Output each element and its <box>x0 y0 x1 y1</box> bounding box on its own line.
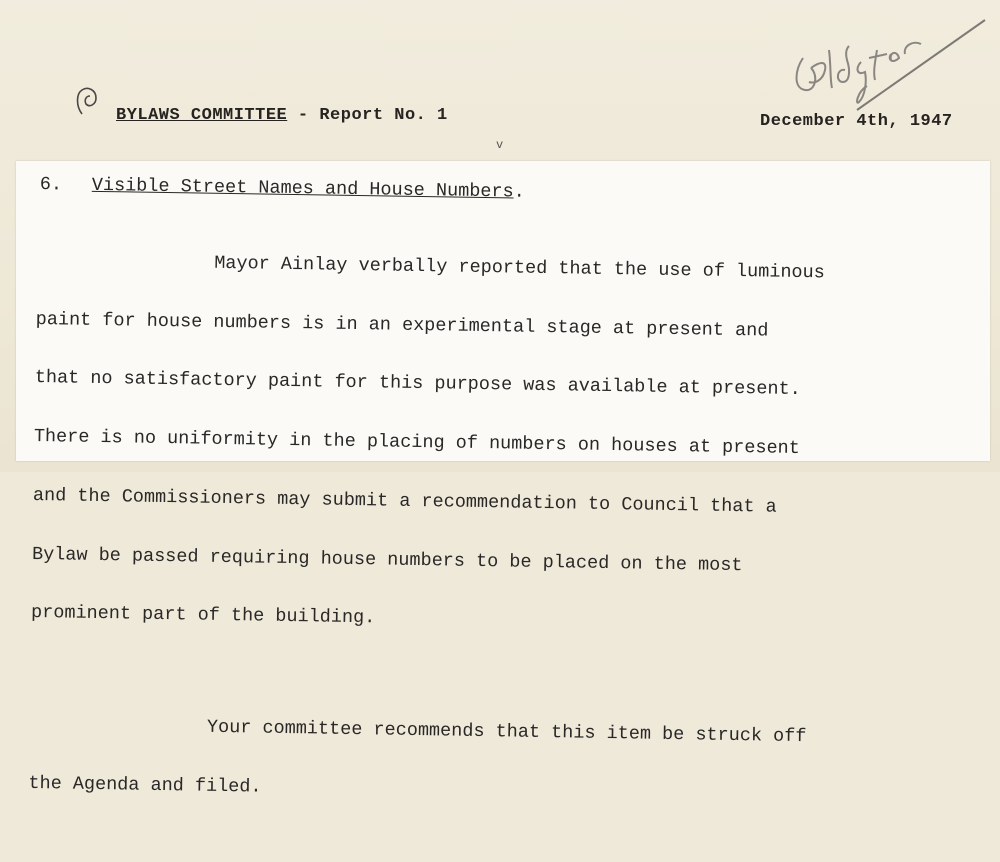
report-number: - Report No. 1 <box>287 106 448 125</box>
text-line: the Agenda and filed. <box>28 773 262 798</box>
item-number: 6. <box>39 174 63 196</box>
text-line: prominent part of the building. <box>30 602 376 629</box>
paragraph-report <box>30 212 977 677</box>
text-line: and the Commissioners may submit a recommendation to Council that a <box>32 484 777 518</box>
clipping-text <box>27 175 977 862</box>
committee-name: BYLAWS COMMITTEE <box>116 106 288 125</box>
paperclip-mark-icon <box>74 86 100 116</box>
item-title: Visible Street Names and House Numbers <box>91 174 514 203</box>
text-line: paint for house numbers is in an experimental stage at present and <box>35 308 769 342</box>
text-line: that no satisfactory paint for this purpose was available at present. <box>34 367 801 401</box>
report-heading <box>116 106 448 125</box>
pencil-signature <box>775 10 995 120</box>
typed-clipping <box>16 161 990 798</box>
text-line: Mayor Ainlay verbally reported that the use of luminous <box>36 249 825 284</box>
text-line: There is no uniformity in the placing of numbers on houses at present <box>33 426 800 460</box>
small-ink-mark: v <box>496 138 504 152</box>
paragraph-recommendation <box>28 676 970 847</box>
text-line: Your committee recommends that this item be struck off <box>29 714 807 748</box>
text-line: Bylaw be passed requiring house numbers to be placed on the most <box>31 543 743 576</box>
item-heading <box>40 175 978 209</box>
report-date: December 4th, 1947 <box>760 112 953 131</box>
item-title-end: . <box>513 181 525 203</box>
